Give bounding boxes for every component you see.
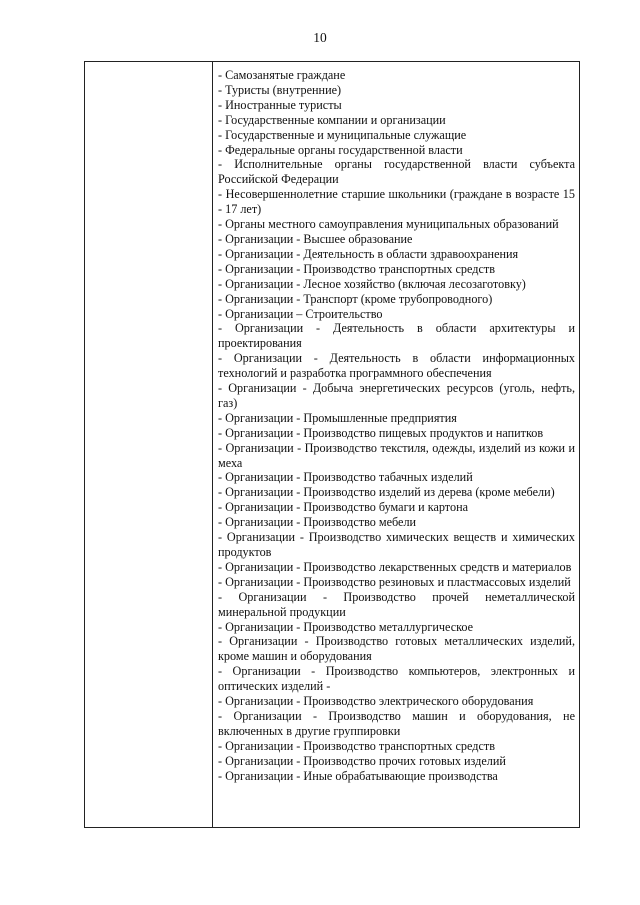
- list-item: - Организации - Производство компьютеров, электронных и оптических изделий -: [218, 664, 575, 694]
- list-item: - Организации - Производство изделий из дерева (кроме мебели): [218, 485, 555, 500]
- list-item: - Органы местного самоуправления муниципальных образований: [218, 217, 559, 232]
- list-item: - Исполнительные органы государственной власти субъекта Российской Федерации: [218, 157, 575, 187]
- list-item: - Организации - Иные обрабатывающие производства: [218, 768, 498, 783]
- list-item: - Иностранные туристы: [218, 97, 342, 112]
- list-item: - Организации - Производство мебели: [218, 515, 417, 530]
- list-item: - Несовершеннолетние старшие школьники (граждане в возрасте 15 - 17 лет): [218, 187, 575, 217]
- list-item: - Организации - Производство электрического оборудования: [218, 694, 534, 709]
- list-item: - Государственные и муниципальные служащие: [218, 127, 467, 142]
- list-item: - Организации - Производство табачных изделий: [218, 470, 473, 485]
- list-item: - Организации - Производство прочих готовых изделий: [218, 753, 506, 768]
- list-item: - Самозанятые граждане: [218, 68, 346, 82]
- list-item: - Организации - Транспорт (кроме трубопроводного): [218, 291, 493, 306]
- table-right-cell: [213, 62, 579, 827]
- page-number: 10: [313, 30, 327, 45]
- list-item: - Организации - Лесное хозяйство (включая лесозаготовку): [218, 276, 526, 291]
- list-item: - Организации - Деятельность в области информационных технологий и разработка программного обеспечения: [218, 351, 575, 381]
- list-item: - Организации - Производство текстиля, одежды, изделий из кожи и меха: [218, 440, 575, 470]
- list-item: - Организации - Промышленные предприятия: [218, 410, 457, 425]
- list-item: - Организации - Производство транспортных средств: [218, 261, 495, 276]
- list-item: - Организации - Деятельность в области архитектуры и проектирования: [218, 321, 575, 351]
- list-item: - Организации - Деятельность в области здравоохранения: [218, 246, 519, 261]
- list-item: - Организации – Строительство: [218, 306, 383, 321]
- list-item: - Туристы (внутренние): [218, 82, 342, 97]
- table-left-cell: [85, 62, 213, 827]
- list-item: - Организации - Производство бумаги и картона: [218, 500, 468, 515]
- list-item: - Организации - Производство готовых металлических изделий, кроме машин и оборудования: [218, 634, 575, 664]
- list-item: - Организации - Производство резиновых и пластмассовых изделий: [218, 574, 571, 589]
- list-item: - Организации - Производство пищевых продуктов и напитков: [218, 425, 544, 440]
- list-item: - Организации - Производство машин и оборудования, не включенных в другие группировки: [218, 708, 575, 738]
- list-item: - Организации - Добыча энергетических ресурсов (уголь, нефть, газ): [218, 381, 575, 410]
- list-item: - Организации - Высшее образование: [218, 231, 413, 246]
- list-item: - Организации - Производство прочей неметаллической минеральной продукции: [218, 589, 575, 619]
- list-item: - Организации - Производство химических веществ и химических продуктов: [218, 530, 575, 559]
- list-item: - Организации - Производство металлургическое: [218, 619, 474, 634]
- list-item: - Федеральные органы государственной власти: [218, 142, 463, 157]
- list-item: - Организации - Производство транспортных средств: [218, 738, 495, 753]
- document-table: [84, 61, 580, 828]
- list-item: - Государственные компании и организации: [218, 112, 446, 127]
- list-item: - Организации - Производство лекарственных средств и материалов: [218, 559, 572, 574]
